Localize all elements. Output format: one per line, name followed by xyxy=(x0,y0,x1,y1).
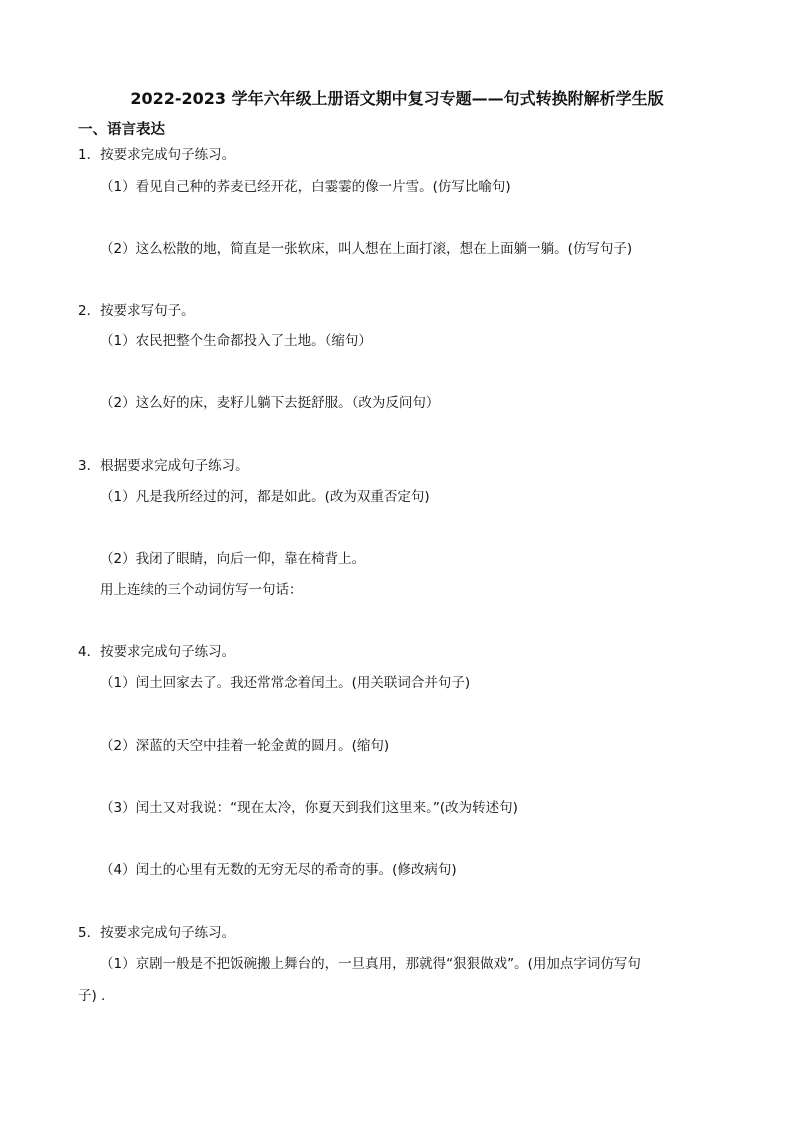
question-4-stem: 4．按要求完成句子练习。 xyxy=(78,644,236,660)
question-5-item-1-continued: 子) . xyxy=(78,988,106,1004)
question-5-item-1: （1）京剧一般是不把饭碗搬上舞台的，一旦真用，那就得“狠狠做戏”。(用加点字词仿写句 xyxy=(100,956,641,972)
question-2-item-1: （1）农民把整个生命都投入了土地。（缩句） xyxy=(100,333,372,349)
question-2-item-2: （2）这么好的床，麦籽儿躺下去挺舒服。（改为反问句） xyxy=(100,395,440,411)
question-3-item-1: （1）凡是我所经过的河，都是如此。(改为双重否定句) xyxy=(100,489,430,505)
question-1-stem: 1．按要求完成句子练习。 xyxy=(78,147,236,163)
question-4-item-1: （1）闰土回家去了。我还常常念着闰土。(用关联词合并句子) xyxy=(100,675,471,691)
question-4-item-4: （4）闰土的心里有无数的无穷无尽的希奇的事。(修改病句) xyxy=(100,862,457,878)
question-2-stem: 2．按要求写句子。 xyxy=(78,303,195,319)
question-3-item-2: （2）我闭了眼睛，向后一仰，靠在椅背上。 xyxy=(100,551,366,567)
question-3-stem: 3．根据要求完成句子练习。 xyxy=(78,458,249,474)
section-heading: 一、语言表达 xyxy=(78,122,165,138)
question-3-item-3: 用上连续的三个动词仿写一句话： xyxy=(100,582,303,598)
document-title: 2022-2023 学年六年级上册语文期中复习专题——句式转换附解析学生版 xyxy=(130,89,664,108)
question-1-item-2: （2）这么松散的地，简直是一张软床，叫人想在上面打滚，想在上面躺一躺。(仿写句子) xyxy=(100,241,633,257)
question-4-item-2: （2）深蓝的天空中挂着一轮金黄的圆月。(缩句) xyxy=(100,738,390,754)
question-4-item-3: （3）闰土又对我说：“现在太冷，你夏天到我们这里来。”(改为转述句) xyxy=(100,800,518,816)
question-5-stem: 5．按要求完成句子练习。 xyxy=(78,925,236,941)
question-1-item-1: （1）看见自己种的荞麦已经开花，白霎霎的像一片雪。(仿写比喻句) xyxy=(100,179,511,195)
